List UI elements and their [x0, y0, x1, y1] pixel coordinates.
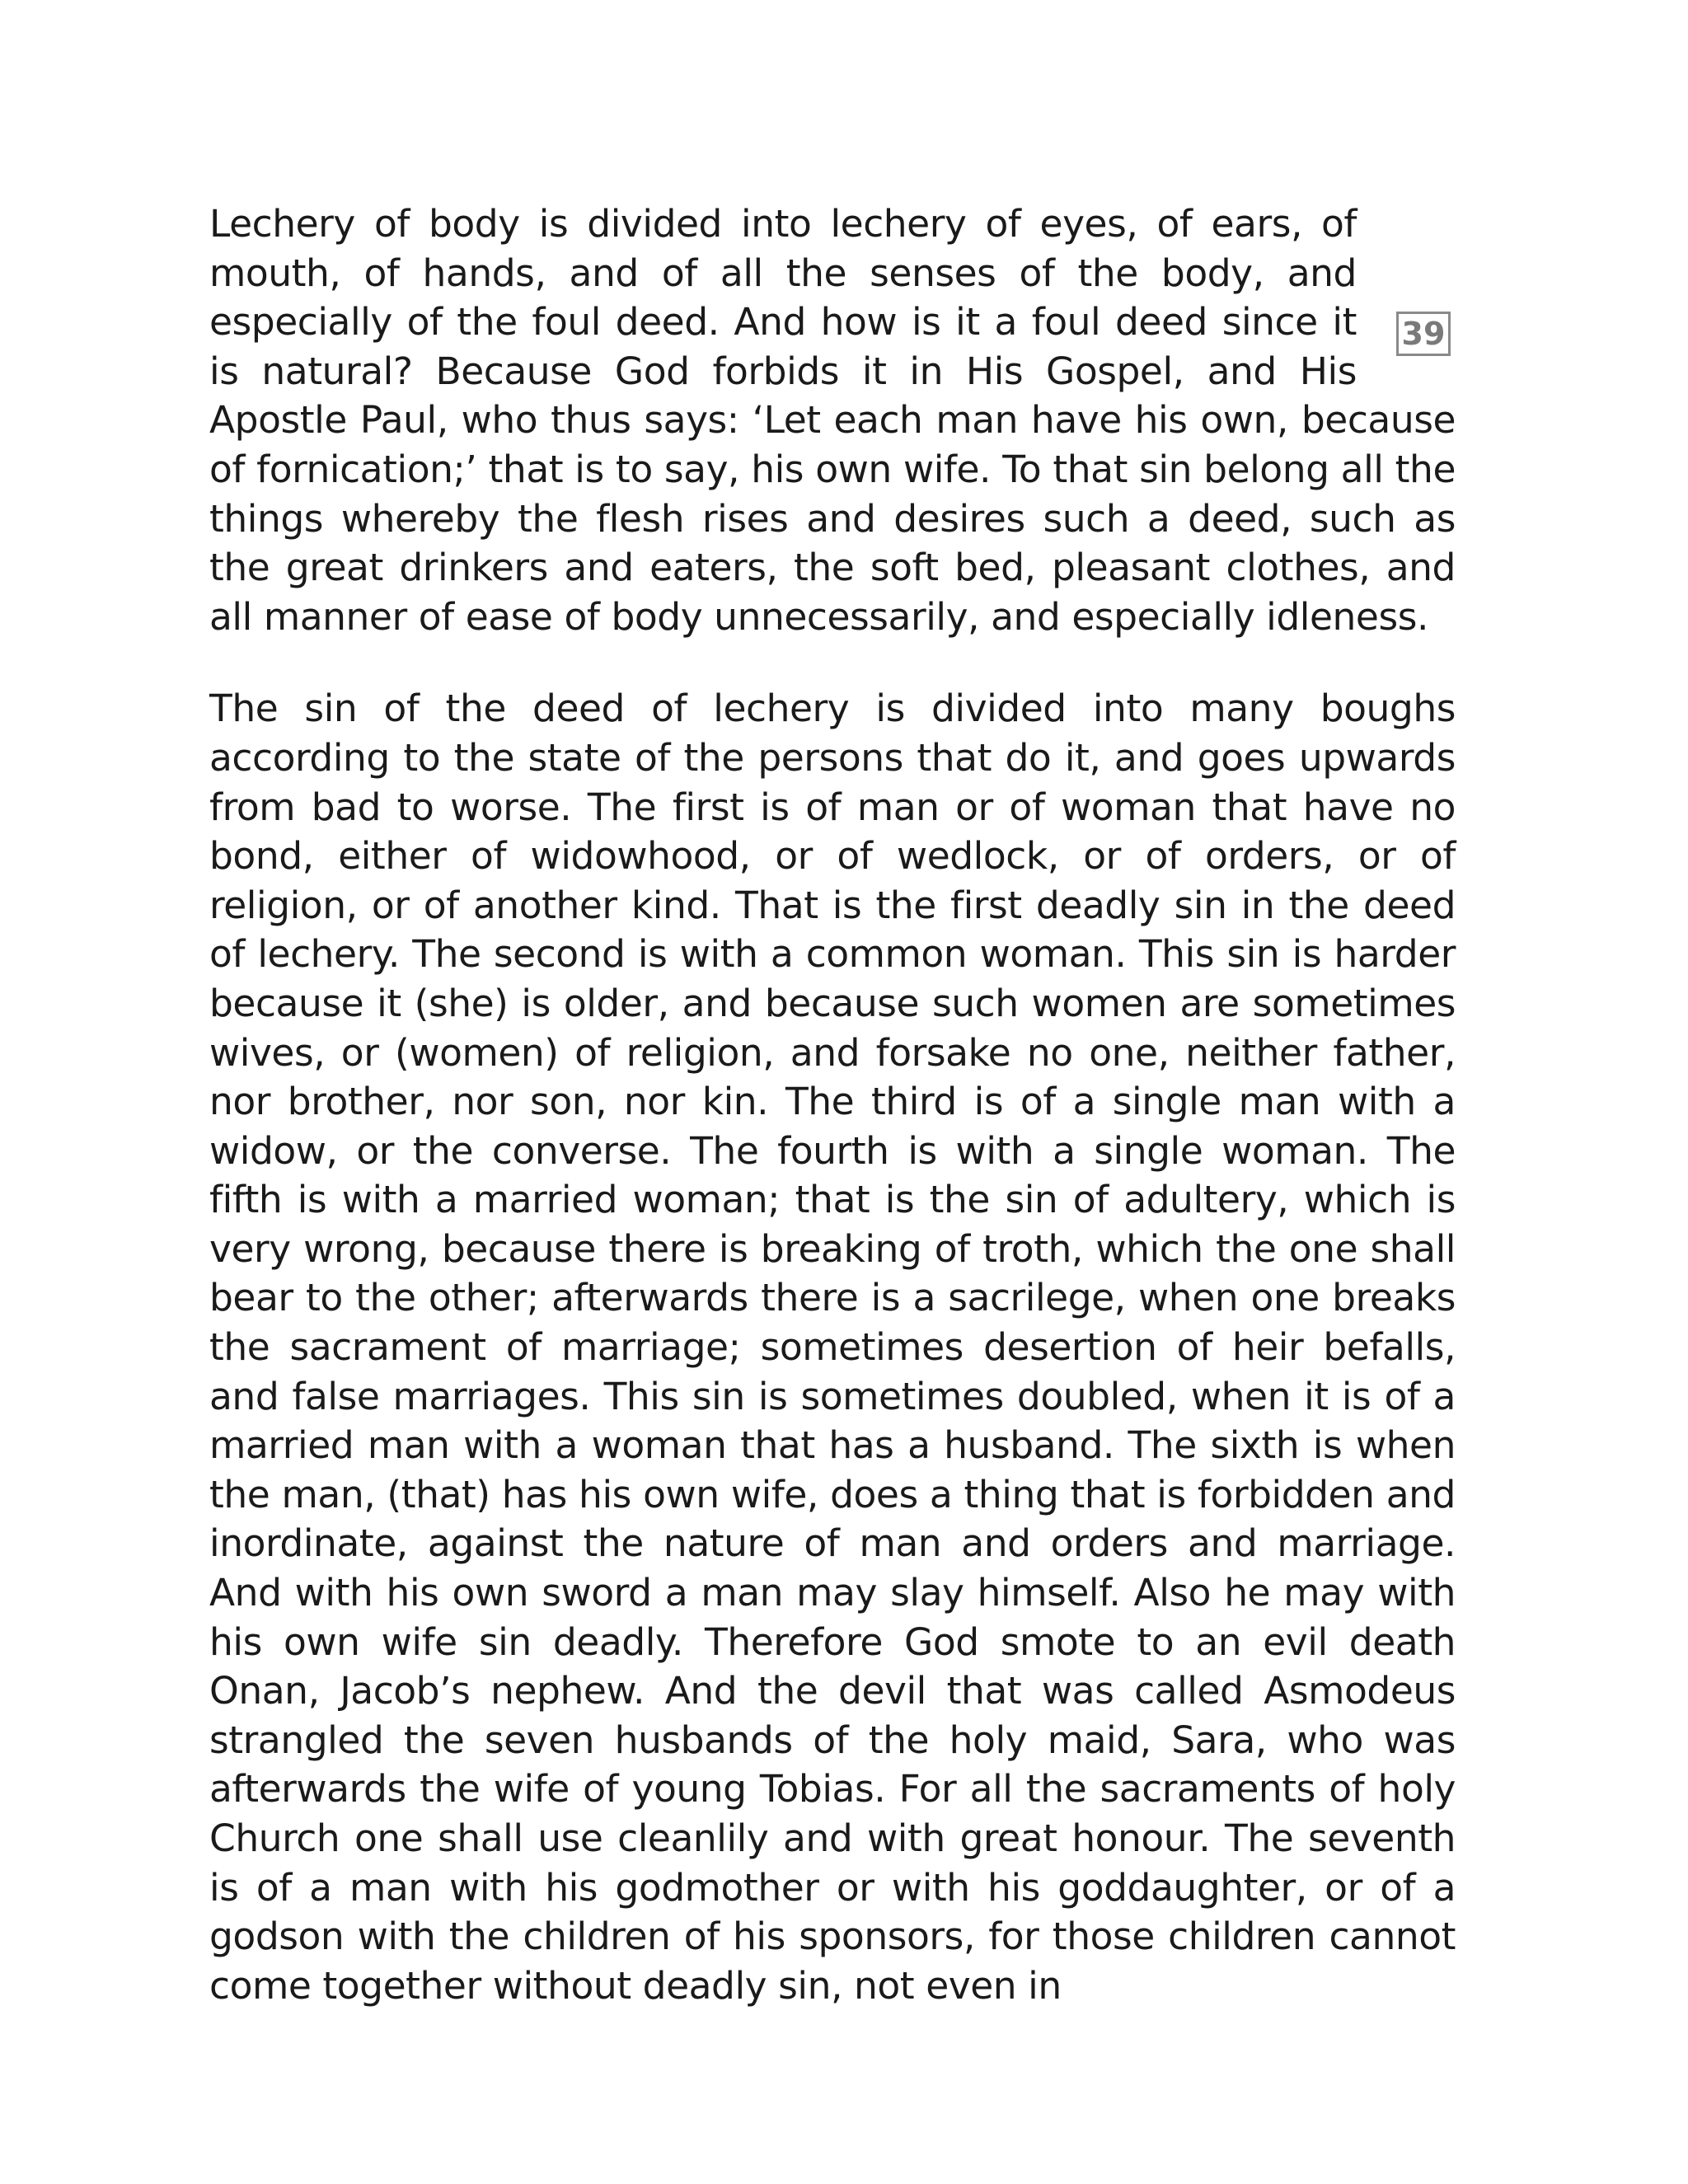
page-number-badge: 39	[1396, 312, 1451, 356]
paragraph-1	[209, 199, 1456, 641]
page-body	[209, 199, 1456, 2010]
paragraph-1-text: Lechery of body is divided into lechery of eyes, of ears, of mouth, of hands, and of all the senses of the body, and especially of the foul deed. And how is it a foul deed since it is natural? Because God forbids it in His Gospel, and His Apostle Paul, who thus says: ‘Let each man have his own, because of fornication;’ that is to say, his own wife. To that sin belong all the things whereby the flesh rises and desires such a deed, such as the great drinkers and eaters, the soft bed, pleasant clothes, and all manner of ease of body unnecessarily, and especially idleness.	[209, 202, 1456, 639]
paragraph-2: The sin of the deed of lechery is divided into many boughs according to the state of the persons that do it, and goes upwards from bad to worse. The first is of man or of woman that have no bond, either of widowhood, or of wedlock, or of orders, or of religion, or of another kind. That is the first deadly sin in the deed of lechery. The second is with a common woman. This sin is harder because it (she) is older, and because such women are sometimes wives, or (women) of religion, and forsake no one, neither father, nor brother, nor son, nor kin. The third is of a single man with a widow, or the converse. The fourth is with a single woman. The fifth is with a married woman; that is the sin of adultery, which is very wrong, because there is breaking of troth, which the one shall bear to the other; afterwards there is a sacrilege, when one breaks the sacrament of marriage; sometimes desertion of heir befalls, and false marriages. This sin is sometimes doubled, when it is of a married man with a woman that has a husband. The sixth is when the man, (that) has his own wife, does a thing that is forbidden and inordinate, against the nature of man and orders and marriage. And with his own sword a man may slay himself. Also he may with his own wife sin deadly. Therefore God smote to an evil death Onan, Jacob’s nephew. And the devil that was called Asmodeus strangled the seven husbands of the holy maid, Sara, who was afterwards the wife of young Tobias. For all the sacraments of holy Church one shall use cleanlily and with great honour. The seventh is of a man with his godmother or with his goddaughter, or of a godson with the children of his sponsors, for those children cannot come together without deadly sin, not even in	[209, 687, 1456, 2008]
